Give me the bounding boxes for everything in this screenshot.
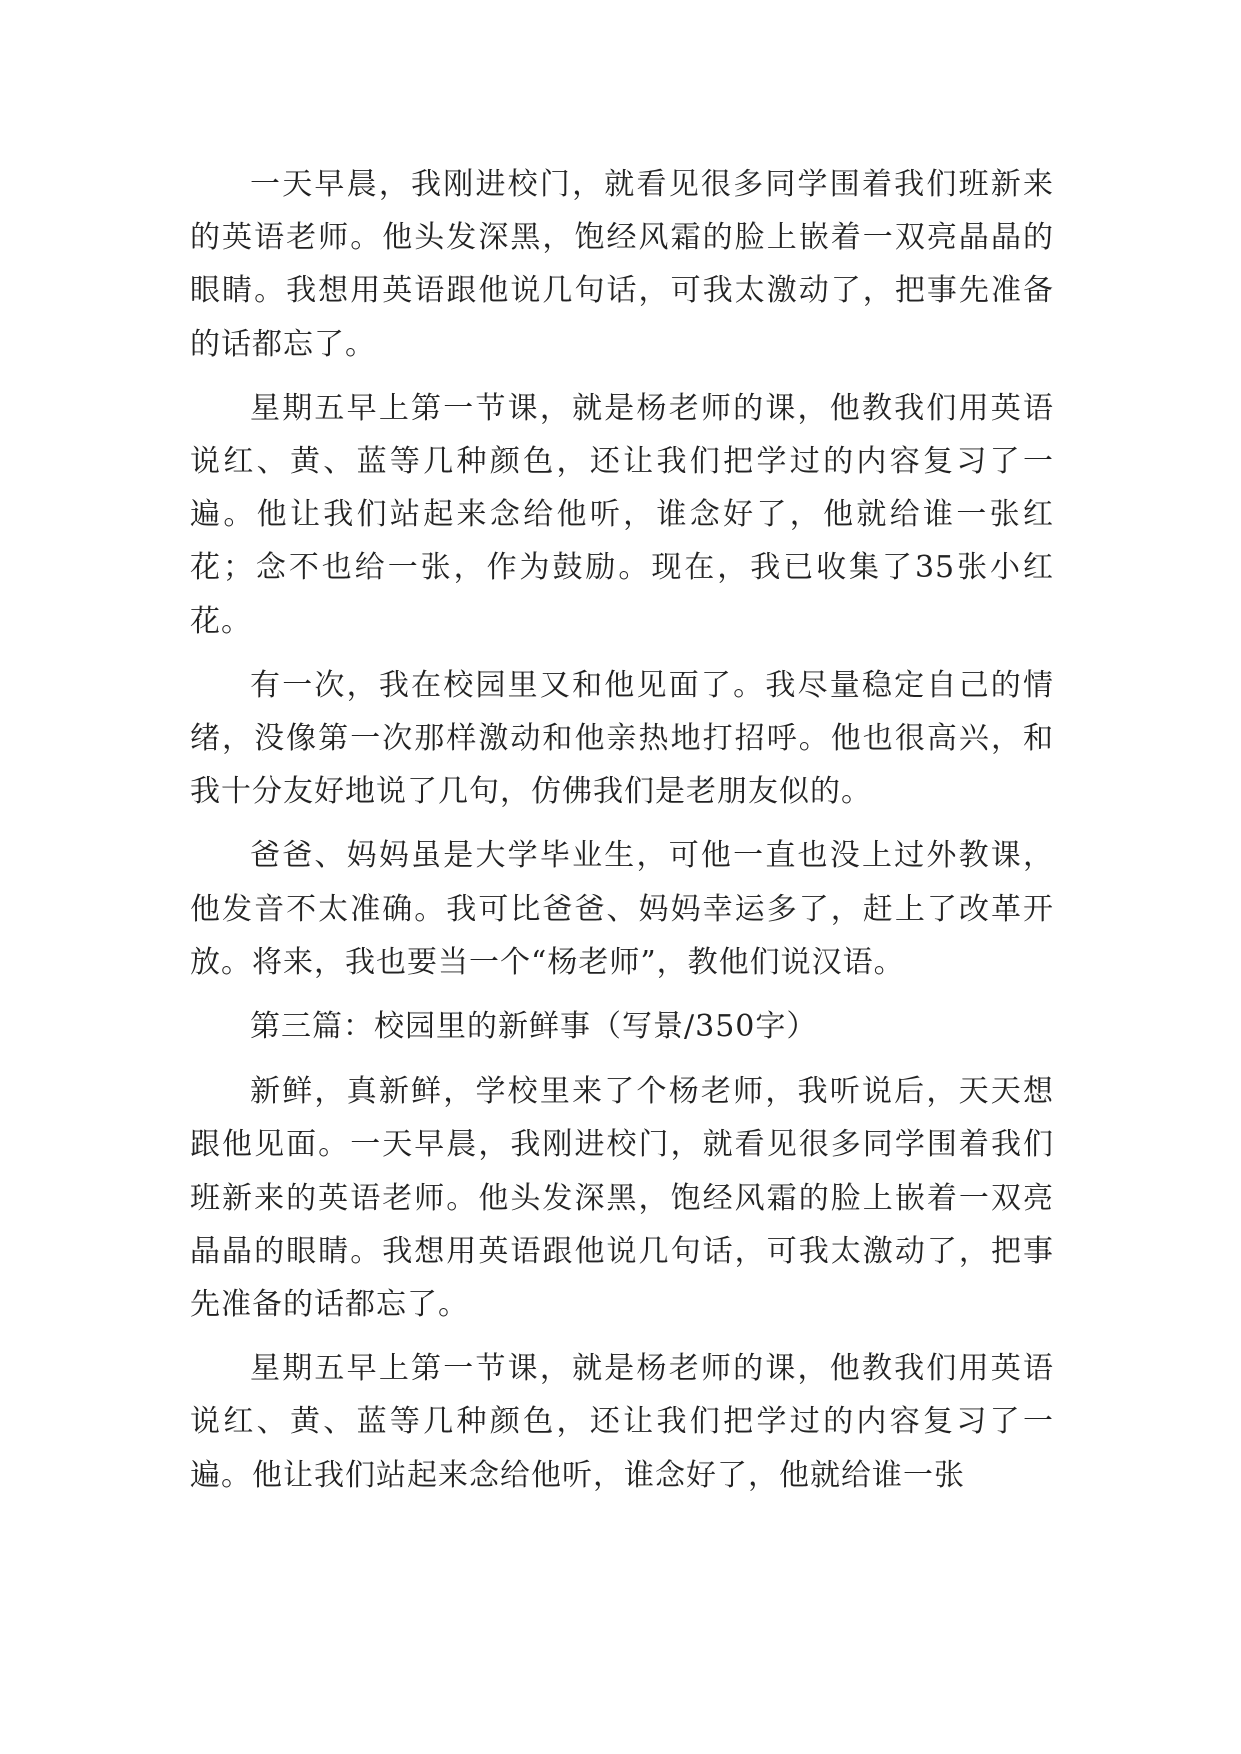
- paragraph-3: 有一次，我在校园里又和他见面了。我尽量稳定自己的情绪，没像第一次那样激动和他亲热地打招呼。他也很高兴，和我十分友好地说了几句，仿佛我们是老朋友似的。: [190, 667, 1054, 810]
- document-body: [190, 158, 1054, 1513]
- paragraph-1: 一天早晨，我刚进校门，就看见很多同学围着我们班新来的英语老师。他头发深黑，饱经风霜的脸上嵌着一双亮晶晶的眼睛。我想用英语跟他说几句话，可我太激动了，把事先准备的话都忘了。: [190, 167, 1054, 362]
- paragraph-2: 星期五早上第一节课，就是杨老师的课，他教我们用英语说红、黄、蓝等几种颜色，还让我们把学过的内容复习了一遍。他让我们站起来念给他听，谁念好了，他就给谁一张红花；念不也给一张，作为鼓励。现在，我已收集了35张小红花。: [190, 390, 1054, 639]
- paragraph-5: 新鲜，真新鲜，学校里来了个杨老师，我听说后，天天想跟他见面。一天早晨，我刚进校门，就看见很多同学围着我们班新来的英语老师。他头发深黑，饱经风霜的脸上嵌着一双亮晶晶的眼睛。我想用英语跟他说几句话，可我太激动了，把事先准备的话都忘了。: [190, 1074, 1054, 1323]
- paragraph-6: 星期五早上第一节课，就是杨老师的课，他教我们用英语说红、黄、蓝等几种颜色，还让我们把学过的内容复习了一遍。他让我们站起来念给他听，谁念好了，他就给谁一张: [190, 1351, 1054, 1493]
- section-heading: 第三篇：校园里的新鲜事（写景/350字）: [250, 1009, 818, 1045]
- paragraph-4: 爸爸、妈妈虽是大学毕业生，可他一直也没上过外教课，他发音不太准确。我可比爸爸、妈妈幸运多了，赶上了改革开放。将来，我也要当一个“杨老师”，教他们说汉语。: [190, 838, 1054, 980]
